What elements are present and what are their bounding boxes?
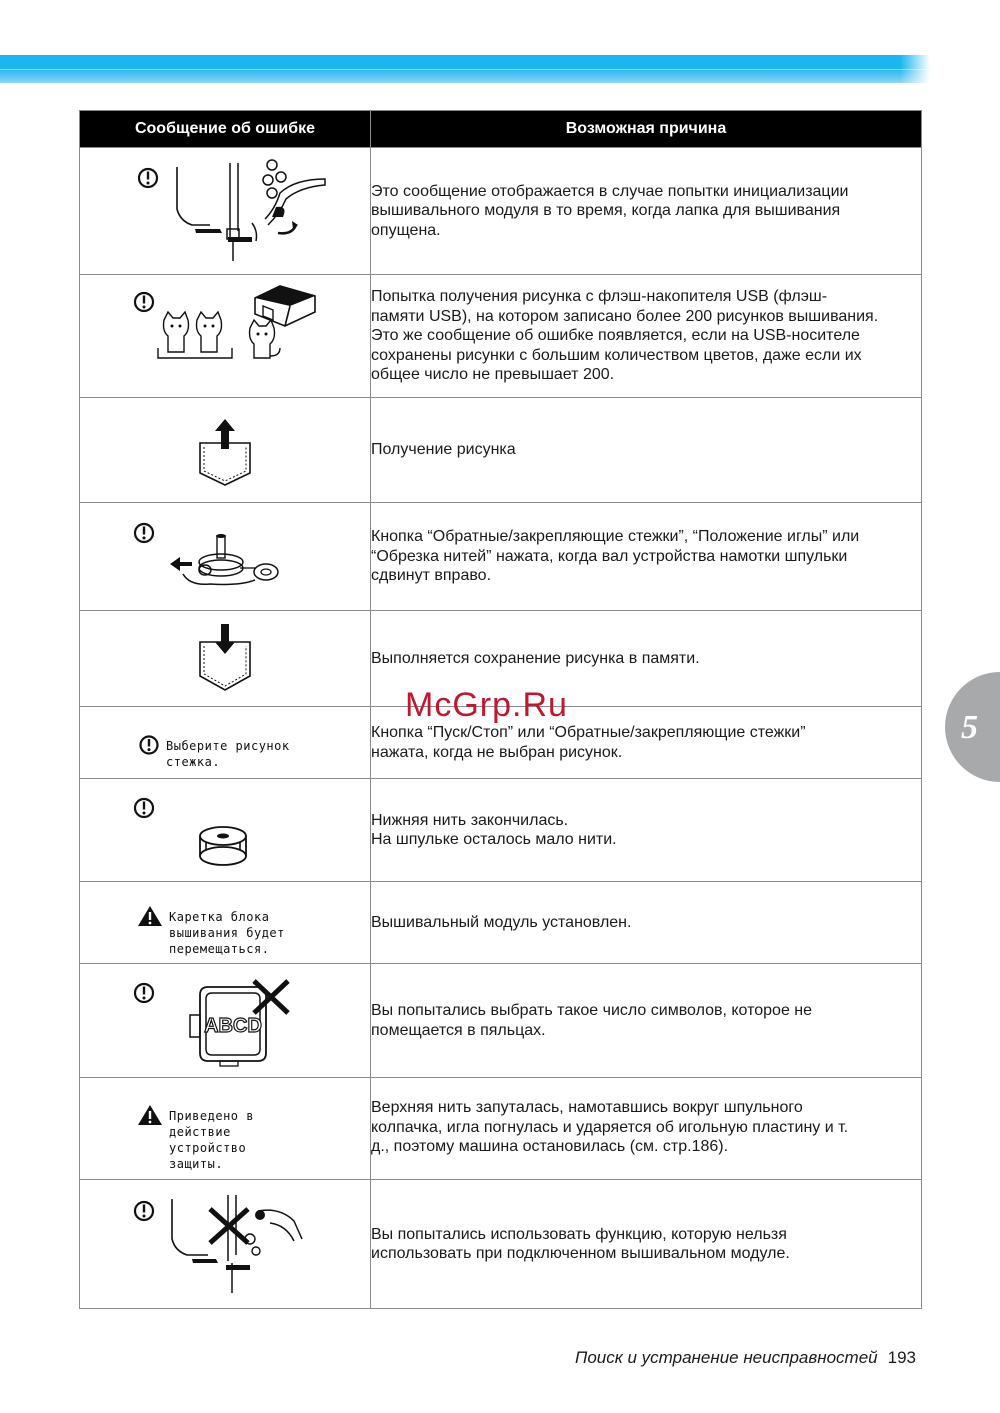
header-color-band xyxy=(0,55,930,83)
lcd-line: перемещаться. xyxy=(169,941,270,956)
error-message-cell xyxy=(80,707,371,779)
cause-line: На шпульке осталось мало нити. xyxy=(371,831,617,848)
cause-cell xyxy=(371,1078,922,1180)
warning-triangle-icon xyxy=(137,905,163,927)
cause-cell xyxy=(371,779,922,882)
footer-title: Поиск и устранение неисправностей xyxy=(575,1348,878,1367)
error-message-cell xyxy=(80,1078,371,1180)
column-header-message: Сообщение об ошибке xyxy=(80,111,371,148)
lcd-message xyxy=(169,909,285,957)
hoop-text: ABCD xyxy=(204,1014,262,1037)
cause-line: Вышивальный модуль установлен. xyxy=(371,913,632,931)
cause-line: вышивального модуля в то время, когда лапка для вышивания xyxy=(371,202,841,220)
cause-cell xyxy=(371,503,922,611)
error-message-cell xyxy=(80,779,371,882)
watermark: McGrp.Ru xyxy=(405,686,568,724)
cause-line: сохранены рисунки с большим количеством цветов, даже если их xyxy=(371,346,862,364)
error-message-cell xyxy=(80,1180,371,1309)
error-message-cell xyxy=(80,882,371,964)
cause-line: Выполняется сохранение рисунка в памяти. xyxy=(371,649,700,667)
lcd-line: вышивания будет xyxy=(169,925,285,940)
cause-line: памяти USB), на котором записано более 200 рисунков вышивания. xyxy=(371,307,879,325)
error-message-cell xyxy=(80,503,371,611)
lcd-line: Каретка блока xyxy=(169,909,270,924)
lcd-line: Приведено в xyxy=(169,1108,254,1123)
lcd-message xyxy=(166,738,290,770)
table-row xyxy=(80,503,922,611)
lcd-line: Выберите рисунок xyxy=(166,738,290,753)
table-row xyxy=(80,882,922,964)
table-row xyxy=(80,148,922,275)
page-footer xyxy=(575,1348,916,1368)
pocket-download-icon xyxy=(80,612,371,706)
error-message-cell xyxy=(80,275,371,398)
cause-line: Вы попытались использовать функцию, которую нельзя xyxy=(371,1225,787,1243)
cause-line: Кнопка “Обратные/закрепляющие стежки”, “Положение иглы” или xyxy=(371,528,860,546)
hoop-abcd-icon xyxy=(80,965,371,1077)
error-message-cell xyxy=(80,964,371,1078)
alert-circle-icon xyxy=(138,734,160,756)
cause-line: Получение рисунка xyxy=(371,441,516,459)
cause-line: “Обрезка нитей” нажата, когда вал устройства намотки шпульки xyxy=(371,547,848,565)
cause-line: опущена. xyxy=(371,221,441,239)
cause-cell xyxy=(371,398,922,503)
error-message-cell xyxy=(80,398,371,503)
cause-line: Нижняя нить закончилась. xyxy=(371,811,569,829)
cause-line: колпачка, игла погнулась и ударяется об игольную пластину и т. xyxy=(371,1118,849,1136)
table-row xyxy=(80,398,922,503)
cause-line: сдвинут вправо. xyxy=(371,567,492,585)
cause-line: Попытка получения рисунка с флэш-накопителя USB (флэш- xyxy=(371,288,828,306)
cause-cell xyxy=(371,964,922,1078)
table-row xyxy=(80,779,922,882)
cause-line: Это же сообщение об ошибке появляется, если на USB-носителе xyxy=(371,327,860,345)
lcd-message xyxy=(169,1108,254,1172)
function-not-allowed-icon xyxy=(80,1181,371,1308)
warning-triangle-icon xyxy=(137,1104,163,1126)
table-row xyxy=(80,275,922,398)
bobbin-icon xyxy=(80,780,371,881)
pocket-upload-icon xyxy=(80,399,371,502)
lcd-line: устройство xyxy=(169,1140,247,1155)
usb-too-many-patterns-icon xyxy=(80,276,371,397)
error-message-cell xyxy=(80,148,371,275)
chapter-number: 5 xyxy=(961,709,978,746)
cause-line: использовать при подключенном вышивальном модуле. xyxy=(371,1245,790,1262)
cause-line: Верхняя нить запуталась, намотавшись вокруг шпульного xyxy=(371,1099,803,1116)
cause-line: общее число не превышает 200. xyxy=(371,366,615,384)
lcd-line: защиты. xyxy=(169,1156,224,1171)
cause-cell xyxy=(371,148,922,275)
cause-cell xyxy=(371,882,922,964)
cause-cell xyxy=(371,1180,922,1309)
cause-cell xyxy=(371,275,922,398)
column-header-cause: Возможная причина xyxy=(371,111,922,148)
table-row xyxy=(80,1180,922,1309)
lcd-line: стежка. xyxy=(166,754,221,769)
lcd-line: действие xyxy=(169,1124,231,1139)
header-band-fade xyxy=(900,55,930,83)
error-message-cell xyxy=(80,611,371,707)
cause-line: нажата, когда не выбран рисунок. xyxy=(371,743,623,761)
bobbin-winder-right-icon xyxy=(80,504,371,610)
page-number: 193 xyxy=(887,1348,916,1367)
cause-line: Это сообщение отображается в случае попытки инициализации xyxy=(371,182,849,200)
table-header-row xyxy=(80,111,922,148)
cause-line: д., поэтому машина остановилась (см. стр.186). xyxy=(371,1138,729,1155)
cause-line: Вы попытались выбрать такое число символов, которое не xyxy=(371,1002,813,1019)
table-row xyxy=(80,964,922,1078)
table-row xyxy=(80,1078,922,1180)
cause-line: Кнопка “Пуск/Стоп” или “Обратные/закрепляющие стежки” xyxy=(371,724,806,741)
embroidery-foot-down-icon xyxy=(80,149,371,274)
cause-line: помещается в пяльцах. xyxy=(371,1021,546,1039)
